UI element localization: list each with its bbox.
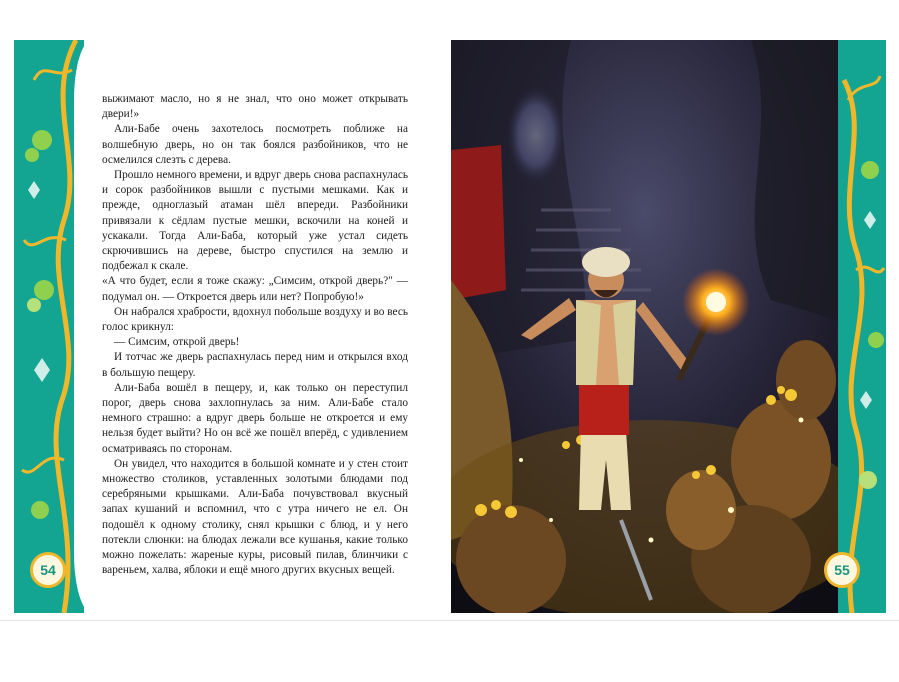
cave-illustration [451,40,838,613]
paragraph: И тотчас же дверь распахнулась перед ним и открылся вход в большую пещеру. [102,351,408,379]
paragraph: — Симсим, открой дверь! [114,336,240,349]
page-number-left: 54 [30,552,66,588]
page-number-right: 55 [824,552,860,588]
paragraph: Он набрался храбрости, вдохнул побольше воздуху и во весь голос крикнул: [102,305,408,334]
paragraph: «А что будет, если я тоже скажу: „Симсим, открой дверь?" — подумал он. — Откроется дверь или нет? Попробую!» [102,275,408,303]
right-ornament-icon [830,40,886,613]
story-text [102,92,408,579]
book-spread [14,40,886,613]
paragraph: Прошло немного времени, и вдруг дверь снова распахнулась и сорок разбойников вышли с пустыми мешками. Как и прежде, одноглазый атаман шёл впереди. Разбойники привязали к сёдлам пустые мешки, вскочили на коней и ускакали. Тогда Али-Баба, который уже устал сидеть скрючившись на дереве, быстро спустился на землю и подбежал к скале. [102,169,408,273]
bottom-divider [0,620,899,621]
paragraph: Али-Бабе очень захотелось посмотреть поближе на волшебную дверь, но он так боялся разбойников, что не осмелился слезть с дерева. [102,123,408,166]
paragraph: Он увидел, что находится в большой комнате и у стен стоит множество столиков, уставленных золотыми блюдами под серебряными крышками. Али-Баба почувствовал вкусный запах кушаний и вспомнил, что с утра ничего не ел. Он подошёл к одному столику, снял крышки с блюд, и у него потекли слюнки: на блюдах лежали все кушанья, какие только можно пожелать: жареные куры, рисовый пилав, блинчики с вареньем, халва, яблоки и ещё много других вкусных вещей. [102,457,408,577]
paragraph: выжимают масло, но я не знал, что оно может открывать двери!» [102,93,408,121]
paragraph: Али-Баба вошёл в пещеру, и, как только он переступил порог, дверь снова захлопнулась за ним. Али-Бабе стало немного страшно: а вдруг дверь больше не откроется и ему нельзя будет выйти? Но он всё же пошёл вперёд, с удивлением осматриваясь по сторонам. [102,381,408,455]
